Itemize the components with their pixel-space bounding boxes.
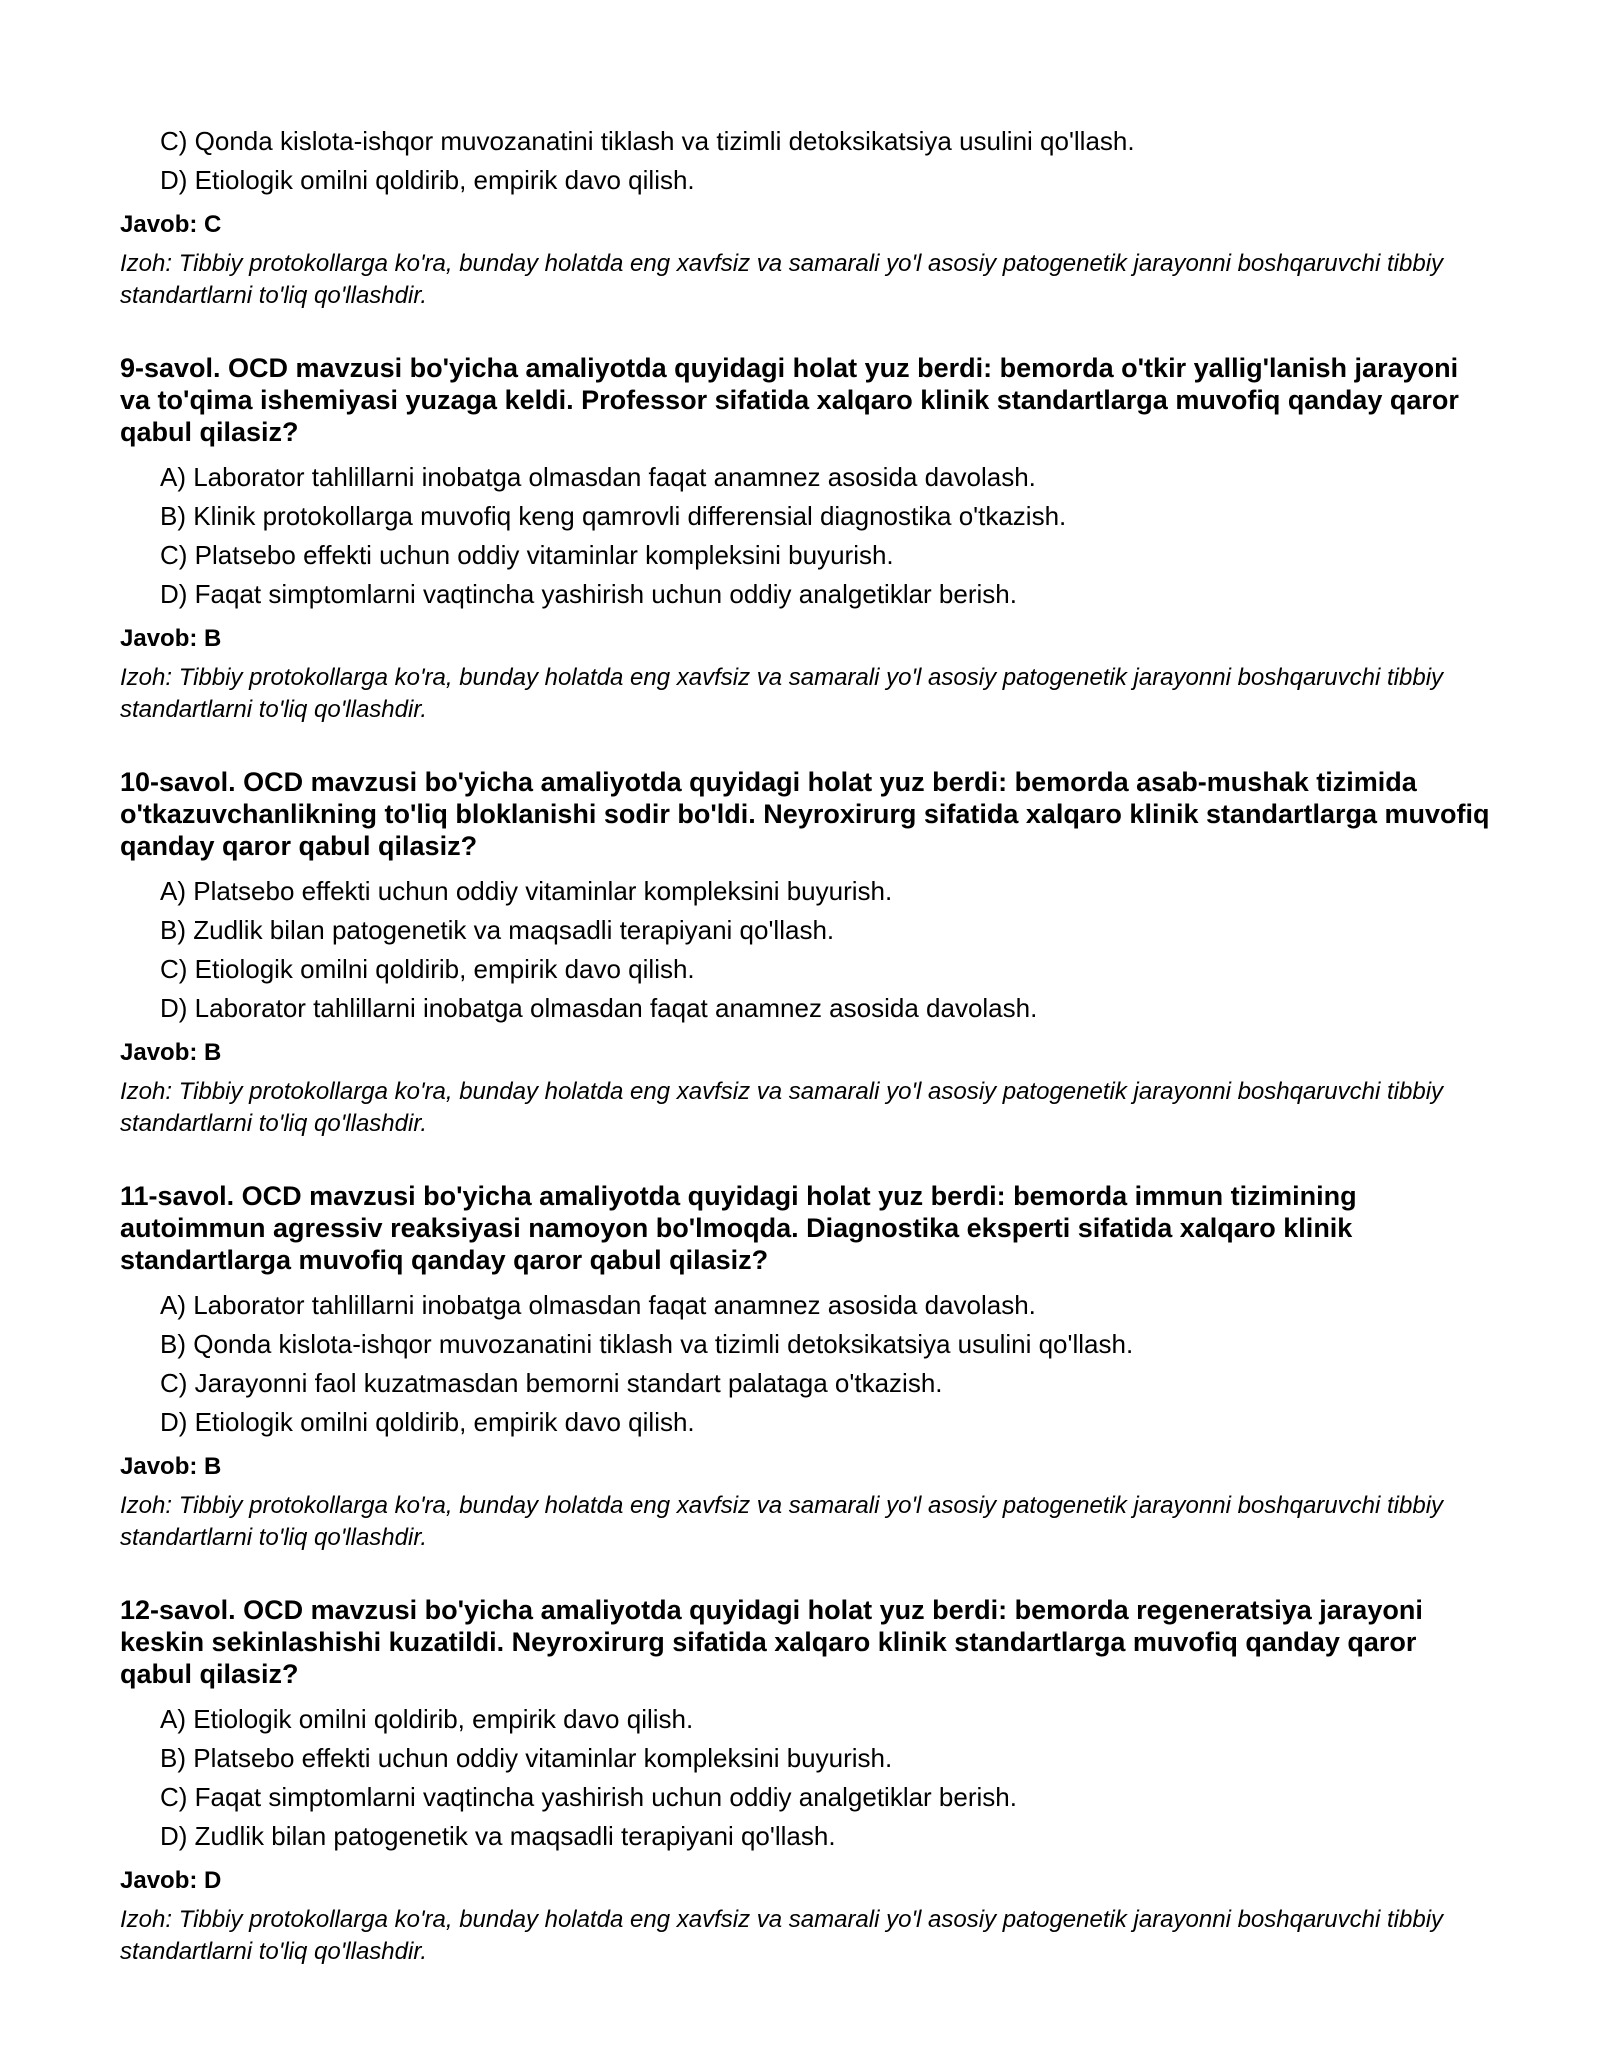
- question-title: 9-savol. OCD mavzusi bo'yicha amaliyotda quyidagi holat yuz berdi: bemorda o'tkir yallig'lanish jarayoni va to'qima ishemiyasi yuzaga keldi. Professor sifatida xalqaro klinik standartlarga muvofiq qanday qaror qabul qilasiz?: [120, 353, 1459, 447]
- document-page: [120, 122, 1490, 2008]
- option-a: A) Etiologik omilni qoldirib, empirik davo qilish.: [160, 1704, 694, 1734]
- option-d: D) Etiologik omilni qoldirib, empirik davo qilish.: [160, 165, 695, 195]
- question-title: 10-savol. OCD mavzusi bo'yicha amaliyotda quyidagi holat yuz berdi: bemorda asab-mushak tizimida o'tkazuvchanlikning to'liq bloklanishi sodir bo'ldi. Neyroxirurg sifatida xalqaro klinik standartlarga muvofiq qanday qaror qabul qilasiz?: [120, 767, 1490, 861]
- explanation: Izoh: Tibbiy protokollarga ko'ra, bunday holatda eng xavfsiz va samarali yo'l asosiy patogenetik jarayonni boshqaruvchi tibbiy standartlarni to'liq qo'llashdir.: [120, 1492, 1444, 1551]
- option-a: A) Laborator tahlillarni inobatga olmasdan faqat anamnez asosida davolash.: [160, 1290, 1036, 1320]
- option-d: D) Etiologik omilni qoldirib, empirik davo qilish.: [160, 1407, 695, 1437]
- explanation: Izoh: Tibbiy protokollarga ko'ra, bunday holatda eng xavfsiz va samarali yo'l asosiy patogenetik jarayonni boshqaruvchi tibbiy standartlarni to'liq qo'llashdir.: [120, 1906, 1444, 1965]
- option-b: B) Qonda kislota-ishqor muvozanatini tiklash va tizimli detoksikatsiya usulini qo'llash.: [160, 1329, 1134, 1359]
- option-b: B) Platsebo effekti uchun oddiy vitaminlar kompleksini buyurish.: [160, 1743, 893, 1773]
- answer: Javob: C: [120, 211, 222, 238]
- option-b: B) Klinik protokollarga muvofiq keng qamrovli differensial diagnostika o'tkazish.: [160, 501, 1067, 531]
- explanation: Izoh: Tibbiy protokollarga ko'ra, bunday holatda eng xavfsiz va samarali yo'l asosiy patogenetik jarayonni boshqaruvchi tibbiy standartlarni to'liq qo'llashdir.: [120, 1078, 1444, 1137]
- option-b: B) Zudlik bilan patogenetik va maqsadli terapiyani qo'llash.: [160, 915, 835, 945]
- option-d: D) Zudlik bilan patogenetik va maqsadli terapiyani qo'llash.: [160, 1821, 836, 1851]
- option-a: A) Platsebo effekti uchun oddiy vitaminlar kompleksini buyurish.: [160, 876, 893, 906]
- answer: Javob: B: [120, 1039, 222, 1066]
- question-block-10: [120, 766, 1490, 1140]
- question-block-continued: [120, 122, 1490, 312]
- option-c: C) Etiologik omilni qoldirib, empirik davo qilish.: [160, 954, 695, 984]
- option-d: D) Faqat simptomlarni vaqtincha yashirish uchun oddiy analgetiklar berish.: [160, 579, 1017, 609]
- answer: Javob: D: [120, 1867, 222, 1894]
- question-block-12: [120, 1594, 1490, 1968]
- explanation: Izoh: Tibbiy protokollarga ko'ra, bunday holatda eng xavfsiz va samarali yo'l asosiy patogenetik jarayonni boshqaruvchi tibbiy standartlarni to'liq qo'llashdir.: [120, 250, 1444, 309]
- option-c: C) Qonda kislota-ishqor muvozanatini tiklash va tizimli detoksikatsiya usulini qo'llash.: [160, 126, 1135, 156]
- question-title: 11-savol. OCD mavzusi bo'yicha amaliyotda quyidagi holat yuz berdi: bemorda immun tizimining autoimmun agressiv reaksiyasi namoyon bo'lmoqda. Diagnostika eksperti sifatida xalqaro klinik standartlarga muvofiq qanday qaror qabul qilasiz?: [120, 1181, 1357, 1275]
- option-d: D) Laborator tahlillarni inobatga olmasdan faqat anamnez asosida davolash.: [160, 993, 1038, 1023]
- answer: Javob: B: [120, 1453, 222, 1480]
- answer: Javob: B: [120, 625, 222, 652]
- question-title: 12-savol. OCD mavzusi bo'yicha amaliyotda quyidagi holat yuz berdi: bemorda regeneratsiya jarayoni keskin sekinlashishi kuzatildi. Neyroxirurg sifatida xalqaro klinik standartlarga muvofiq qanday qaror qabul qilasiz?: [120, 1595, 1423, 1689]
- explanation: Izoh: Tibbiy protokollarga ko'ra, bunday holatda eng xavfsiz va samarali yo'l asosiy patogenetik jarayonni boshqaruvchi tibbiy standartlarni to'liq qo'llashdir.: [120, 664, 1444, 723]
- question-block-9: [120, 352, 1490, 726]
- option-c: C) Platsebo effekti uchun oddiy vitaminlar kompleksini buyurish.: [160, 540, 894, 570]
- option-c: C) Jarayonni faol kuzatmasdan bemorni standart palataga o'tkazish.: [160, 1368, 943, 1398]
- option-c: C) Faqat simptomlarni vaqtincha yashirish uchun oddiy analgetiklar berish.: [160, 1782, 1017, 1812]
- question-block-11: [120, 1180, 1490, 1554]
- option-a: A) Laborator tahlillarni inobatga olmasdan faqat anamnez asosida davolash.: [160, 462, 1036, 492]
